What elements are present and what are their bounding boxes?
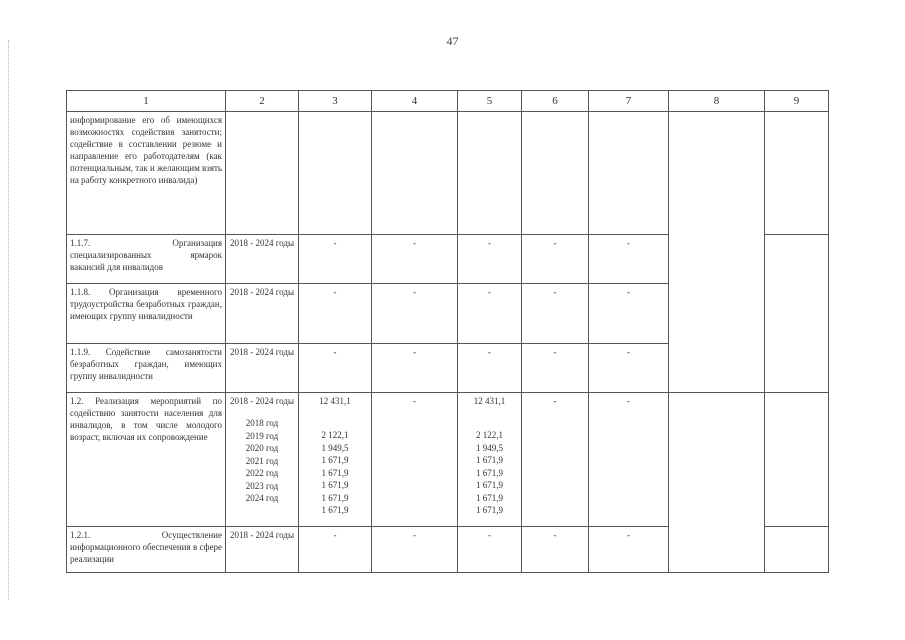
- cell-col6: -: [522, 527, 589, 573]
- year-value: 2 122,1: [321, 430, 349, 440]
- col-header-8: 8: [669, 91, 765, 112]
- cell-col3-with-years: [299, 393, 372, 527]
- measure-description: 1.2. Реализация мероприятий по содействию занятости населения для инвалидов, в том числе молодого возраст, включая их сопровождение: [67, 393, 226, 527]
- year-label: 2019 год: [245, 430, 279, 441]
- cell-col5: -: [458, 344, 522, 393]
- col-header-6: 6: [522, 91, 589, 112]
- cell-col9: [765, 393, 829, 527]
- cell-col9: [765, 527, 829, 573]
- year-label: 2021 год: [245, 455, 279, 466]
- year-value: 1 671,9: [476, 505, 503, 515]
- measure-period: 2018 - 2024 годы: [226, 527, 299, 573]
- cell-col4: -: [372, 527, 458, 573]
- cell-col5-with-years: [458, 393, 522, 527]
- merged-cell-col8: [669, 393, 765, 573]
- year-value: 1 671,9: [321, 480, 349, 490]
- cell-col4: -: [372, 284, 458, 344]
- col-header-9: 9: [765, 91, 829, 112]
- measure-period: [226, 112, 299, 235]
- cell-col7: -: [589, 344, 669, 393]
- cell-col5: -: [458, 527, 522, 573]
- measure-description: 1.1.9. Содействие самозанятости безработных граждан, имеющих группу инвалидности: [67, 344, 226, 393]
- cell-col7: -: [589, 284, 669, 344]
- cell-col4: -: [372, 235, 458, 284]
- measure-description: информирование его об имеющихся возможностях содействия занятости; содействие в составлении резюме и направление его работодателям (как потенциальным, так и желающим взять на работу конкретного инвалида): [67, 112, 226, 235]
- merged-cell-col9: [765, 235, 829, 393]
- year-value: 1 671,9: [321, 505, 349, 515]
- col-header-1: 1: [67, 91, 226, 112]
- measure-period-with-years: [226, 393, 299, 527]
- col-header-7: 7: [589, 91, 669, 112]
- year-label: 2020 год: [245, 443, 279, 453]
- cell-col4: -: [372, 393, 458, 527]
- year-value: 1 671,9: [476, 455, 503, 465]
- cell-col3: -: [299, 527, 372, 573]
- merged-cell-col8: [669, 112, 765, 393]
- measures-table: [66, 90, 829, 573]
- year-label: 2018 год: [245, 418, 279, 428]
- cell-col6: -: [522, 393, 589, 527]
- total-value: 12 431,1: [319, 396, 351, 406]
- cell-col3: [299, 112, 372, 235]
- header-row: [67, 91, 829, 112]
- year-label: 2023 год: [245, 480, 279, 491]
- table-row: [67, 112, 829, 235]
- measure-period: 2018 - 2024 годы: [229, 396, 295, 406]
- cell-col7: -: [589, 235, 669, 284]
- cell-col5: -: [458, 235, 522, 284]
- cell-col7: -: [589, 393, 669, 527]
- measure-period: 2018 - 2024 годы: [226, 344, 299, 393]
- col-header-4: 4: [372, 91, 458, 112]
- year-value: 1 671,9: [476, 480, 503, 490]
- measure-description: 1.2.1. Осуществление информационного обеспечения в сфере реализации: [67, 527, 226, 573]
- year-value: 1 671,9: [321, 467, 349, 478]
- cell-col6: -: [522, 344, 589, 393]
- cell-col7: -: [589, 527, 669, 573]
- cell-col7: [589, 112, 669, 235]
- cell-col6: -: [522, 284, 589, 344]
- measure-period: 2018 - 2024 годы: [226, 235, 299, 284]
- page-number: 47: [446, 34, 459, 48]
- cell-col4: -: [372, 344, 458, 393]
- col-header-3: 3: [299, 91, 372, 112]
- measure-description: 1.1.7. Организация специализированных ярмарок вакансий для инвалидов: [67, 235, 226, 284]
- cell-col5: [458, 112, 522, 235]
- year-value: 1 671,9: [321, 455, 349, 465]
- cell-col3: -: [299, 344, 372, 393]
- table-row: [67, 393, 829, 527]
- year-label: 2022 год: [245, 468, 279, 478]
- year-value: 2 122,1: [476, 430, 503, 440]
- cell-col6: -: [522, 235, 589, 284]
- total-value: 12 431,1: [473, 396, 506, 406]
- measure-description: 1.1.8. Организация временного трудоустройства безработных граждан, имеющих группу инвалидности: [67, 284, 226, 344]
- scan-margin-marks: [8, 40, 11, 600]
- year-value: 1 949,5: [321, 442, 349, 453]
- cell-col3: -: [299, 235, 372, 284]
- year-value: 1 949,5: [476, 442, 503, 453]
- year-label: 2024 год: [245, 493, 279, 503]
- cell-col3: -: [299, 284, 372, 344]
- cell-col6: [522, 112, 589, 235]
- col-header-2: 2: [226, 91, 299, 112]
- year-value: 1 671,9: [321, 492, 349, 503]
- cell-col4: [372, 112, 458, 235]
- col-header-5: 5: [458, 91, 522, 112]
- measure-period: 2018 - 2024 годы: [226, 284, 299, 344]
- cell-col9: [765, 112, 829, 235]
- cell-col5: -: [458, 284, 522, 344]
- year-value: 1 671,9: [476, 467, 503, 478]
- year-value: 1 671,9: [476, 492, 503, 503]
